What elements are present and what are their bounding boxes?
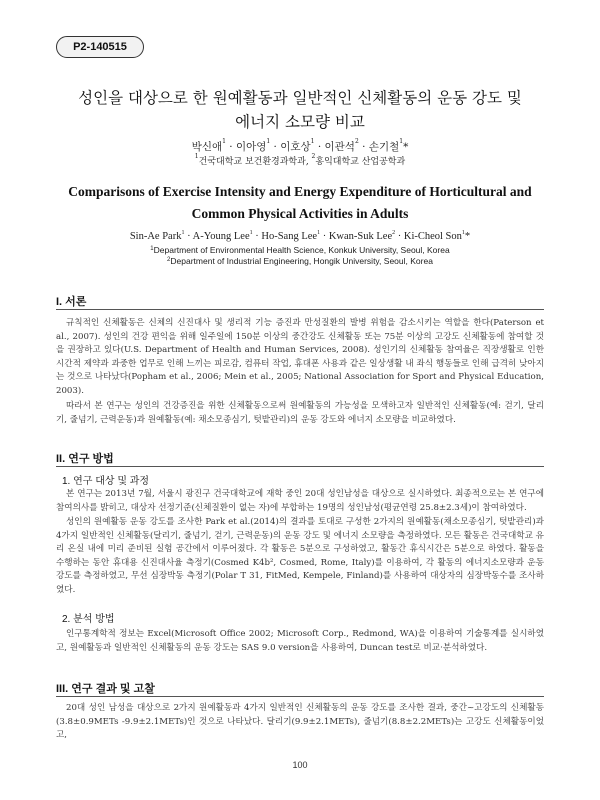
affiliation-mark: 1: [310, 138, 315, 145]
english-affiliations: [40, 245, 560, 267]
separator: ·: [358, 141, 369, 153]
separator: ·: [320, 231, 329, 242]
affiliation-mark: 2: [392, 230, 396, 236]
author-name: 이아영: [235, 141, 267, 153]
corresponding-mark: *: [464, 231, 471, 242]
affiliation-text: 홍익대학교 산업공학과: [315, 157, 406, 167]
korean-affiliations: [60, 154, 540, 167]
author-name: 이호상: [280, 141, 311, 153]
section-heading-results: III. 연구 결과 및 고찰: [56, 683, 155, 695]
page-number: 100: [292, 760, 308, 770]
affiliation-mark: 1: [150, 246, 154, 252]
english-title-line2: Common Physical Activities in Adults: [191, 206, 409, 221]
english-authors: [40, 231, 560, 242]
author-name: Kwan-Suk Lee: [328, 231, 393, 242]
affiliation-mark: 1: [266, 138, 271, 145]
analysis-paragraph: 인구통계학적 정보는 Excel(Microsoft Office 2002; Microsoft Corp., Redmond, WA)을 이용하여 기술통계를 실시하였고, 원예활동과 일반적인 신체활동의 운동 강도는 SAS 9.0 version을 사용하여, Duncan test로 비교·분석하였다.: [56, 629, 544, 653]
affiliation-text: Department of Industrial Engineering, Hongik University, Seoul, Korea: [170, 256, 433, 266]
section-divider: [56, 466, 544, 467]
korean-title-line1: 성인을 대상으로 한 원예활동과 일반적인 신체활동의 운동 강도 및: [78, 89, 522, 107]
english-affiliation-1: [40, 245, 560, 256]
affiliation-mark: 2: [311, 153, 316, 160]
korean-title: [60, 86, 540, 134]
affiliation-text: 건국대학교 보건환경과학과,: [198, 157, 312, 167]
affiliation-mark: 1: [194, 153, 199, 160]
korean-title-line2: 에너지 소모량 비교: [235, 113, 365, 131]
affiliation-mark: 1: [317, 230, 321, 236]
paper-id-badge: P2-140515: [56, 36, 144, 58]
affiliation-text: Department of Environmental Health Science, Konkuk University, Seoul, Korea: [153, 245, 450, 255]
author-name: Ki-Cheol Son: [403, 231, 462, 242]
separator: ·: [225, 141, 236, 153]
author-name: Ho-Sang Lee: [261, 231, 318, 242]
subsection-heading-subjects: 1. 연구 대상 및 과정: [62, 476, 150, 487]
affiliation-mark: 1: [249, 230, 253, 236]
section-heading-introduction: I. 서론: [56, 296, 87, 308]
english-title: [40, 181, 560, 225]
intro-paragraph-1: 규칙적인 신체활동은 신체의 신진대사 및 생리적 기능 증진과 만성질환의 발병 위험을 감소시키는 역할을 한다(Paterson et al., 2007). 성인의 건강 편익을 위해 일주일에 150분 이상의 중간강도 신체활동 또는 75분 이상의 고강도 신체활동에 참여할 것을 권장하고 있다(U.S. Department of Health and Human Services, 2008). 성인기의 신체활동 참여율은 직장생활로 인한 시간적 제약과 과중한 업무로 인해 느끼는 피로감, 컴퓨터 작업, 휴대폰 사용과 같은 일상생활 내 좌식 행동들로 인해 급격히 낮아지는 것으로 나타났다(Popham et al., 2006; Mein et al., 2005; National Association for Sport and Physical Education, 2003).: [56, 318, 544, 396]
author-name: 이관석: [324, 141, 355, 153]
english-title-line1: Comparisons of Exercise Intensity and Energy Expenditure of Horticultural and: [68, 184, 532, 199]
affiliation-mark: 2: [167, 257, 171, 263]
author-name: 박신애: [191, 141, 223, 153]
affiliation-mark: 1: [399, 138, 404, 145]
affiliation-mark: 2: [354, 138, 359, 145]
methods-paragraph-2: 성인의 원예활동 운동 강도를 조사한 Park et al.(2014)의 결과를 토대로 구성한 2가지의 원예활동(채소모종심기, 텃밭관리)과 4가지 일반적인 신체활동(달리기, 줄넘기, 걷기, 근력운동)의 운동 강도 및 에너지 소모량을 측정하였다. 모든 활동은 건국대학교 유리 온실 내에 미리 준비된 실험 공간에서 이루어졌다. 각 활동은 5분으로 구성하였고, 활동간 휴식시간은 5분으로 하였다. 활동을 수행하는 동안 휴대용 신진대사율 측정기(Cosmed K4b², Cosmed, Rome, Italy)를 이용하여, 각 활동의 에너지소모량과 운동 강도를 측정하였고, 무선 심장박동 측정기(Polar T 31, FitMed, Kempele, Finland)를 사용하여 대상자의 심장박동수를 조사하였다.: [56, 517, 544, 595]
korean-authors: [60, 139, 540, 154]
intro-paragraph-2: 따라서 본 연구는 성인의 건강증진을 위한 신체활동으로써 원예활동의 가능성을 모색하고자 일반적인 신체활동(예: 걷기, 달리기, 줄넘기, 근력운동)과 원예활동(예: 채소모종심기, 텃밭관리)의 운동 강도와 에너지 소모량을 비교하였다.: [56, 401, 544, 425]
section-divider: [56, 309, 544, 310]
author-name: A-Young Lee: [192, 231, 250, 242]
separator: ·: [252, 231, 262, 242]
affiliation-mark: 1: [222, 138, 226, 145]
separator: ·: [184, 231, 193, 242]
methods-paragraph-1: 본 연구는 2013년 7월, 서울시 광진구 건국대학교에 재학 중인 20대 성인남성을 대상으로 실시하였다. 최종적으로는 본 연구에 참여의사를 밝히고, 대상자 선정기준(신체질환이 없는 자)에 부합하는 19명의 성인남성(평균연령 25.8±2.3세)이 참여하였다.: [56, 489, 544, 513]
section-divider: [56, 696, 544, 697]
results-paragraph-1: 20대 성인 남성을 대상으로 2가지 원예활동과 4가지 일반적인 신체활동의 운동 강도를 조사한 결과, 중간~고강도의 신체활동(3.8±0.9METs -9.9±2.1METs)인 것으로 나타났다. 달리기(9.9±2.1METs), 줄넘기(8.8±2.2METs)는 고강도 신체활동이었고,: [56, 703, 544, 741]
section-heading-methods: II. 연구 방법: [56, 453, 114, 465]
separator: ·: [270, 141, 281, 153]
affiliation-mark: 1: [181, 230, 185, 236]
corresponding-mark: *: [403, 141, 409, 153]
author-name: Sin-Ae Park: [129, 231, 182, 242]
english-affiliation-2: [40, 256, 560, 267]
affiliation-mark: 1: [461, 230, 465, 236]
author-name: 손기철: [368, 141, 400, 153]
separator: ·: [395, 231, 404, 242]
separator: ·: [314, 141, 325, 153]
subsection-heading-analysis: 2. 분석 방법: [62, 614, 115, 625]
